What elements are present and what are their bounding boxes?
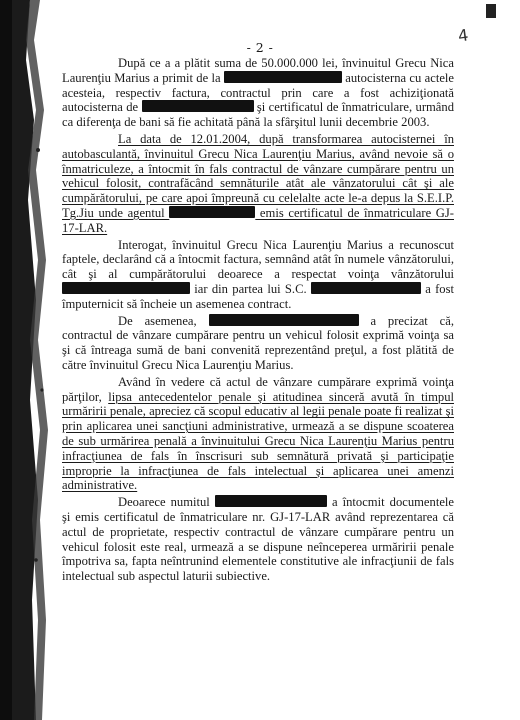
paragraph-text: Deoarece numitul: [118, 495, 215, 510]
redaction-bar: [311, 282, 421, 294]
paragraph-5: [62, 375, 454, 493]
paragraph-3: [62, 238, 454, 312]
paragraph-text: După ce a a plătit suma de 50.000.000 lei, învinuitul Grecu Nica Laurenţiu Marius a primit de la: [62, 56, 454, 85]
paragraph-4: [62, 314, 454, 373]
paragraph-text: şi certificatul de înmatriculare, urmând ca diferenţa de bani să fie achitată până la sfârşitul lunii decembrie 2003.: [62, 100, 454, 130]
paragraph-text: Având în vedere că actul de vânzare cumpărare exprimă voinţa părţilor,: [62, 374, 454, 404]
paragraph-text: De asemenea,: [118, 313, 209, 328]
redaction-bar: [169, 206, 255, 218]
paragraph-text: iar din partea lui S.C.: [190, 281, 311, 296]
paragraph-6: [62, 495, 454, 584]
page-number: - 2 -: [246, 40, 274, 55]
redaction-bar: [142, 100, 254, 112]
document-body: [62, 56, 454, 584]
paragraph-text: emis certificatul de înmatriculare GJ-17-LAR.: [62, 205, 454, 235]
paragraph-2: [62, 132, 454, 236]
paragraph-text: a precizat că, contractul de vânzare cumpărare pentru un vehicul folosit exprimă voinţa sa şi că întreaga sumă de bani convenită reprezentând preţul, a fost plătită de către învinuitul Grecu Nica Laurenţiu Marius.: [62, 313, 454, 372]
scan-edge-shadow: [0, 0, 50, 720]
paragraph-text: autocisterna cu actele acesteia, respectiv factura, contractul prin care a fost achiziţionată autocisterna de: [62, 70, 454, 115]
paragraph-text: lipsa antecedentelor penale şi atitudinea sinceră avută în timpul urmăririi penale, apreciez că scopul educativ al legii penale poate fi realizat şi prin aplicarea unei sancţiuni administrative, urmează a se dispune scoaterea de sub urmărirea penală a învinuitului Grecu Nica Laurenţiu Marius pentru infracţiunea de fals în înscrisuri sub semnătură privată şi participaţie improprie la infracţiunea de fals intelectual şi aplicarea unei amenzi administrative.: [62, 389, 454, 493]
redaction-bar: [62, 282, 190, 294]
redaction-bar: [224, 71, 342, 83]
redaction-bar: [209, 314, 359, 326]
scan-corner-mark: [486, 4, 496, 18]
paragraph-text: La data de 12.01.2004, după transformarea autocisternei în autobasculantă, învinuitul Grecu Nica Laurenţiu Marius, având nevoie să o înmatriculeze, a întocmit în fals contractul de vânzare cumpărare pentru un vehicul folosit, contrafăcând semnăturile atât ale vânzatorului cât şi ale cumpărătorului, pe care apoi împreună cu celelalte acte le-a depus la S.E.I.P. Tg.Jiu unde agentul: [62, 131, 454, 220]
paragraph-text: a fost împuternicit să încheie un asemenea contract.: [62, 281, 454, 311]
paragraph-text: a întocmit documentele şi emis certificatul de înmatriculare nr. GJ-17-LAR având reprezentarea că actul de proprietate, respectiv contractul de vânzare cumpărare pentru un vehicul folosit este real, urmează a se dispune neînceperea urmăririi penale împotriva sa, fapta neîntrunind elementele constitutive ale infracţiunii de fals intelectual sub aspectul laturii subiective.: [62, 495, 455, 584]
redaction-bar: [215, 495, 327, 507]
handwritten-page-note: 4: [456, 25, 470, 46]
paragraph-1: [62, 56, 454, 130]
paragraph-text: Interogat, învinuitul Grecu Nica Laurenţiu Marius a recunoscut faptele, declarând că a întocmit factura, semnând atât în numele vânzătorului, cât şi al cumpărătorului deoarece a respectat voinţa vânzătorului: [62, 237, 454, 282]
